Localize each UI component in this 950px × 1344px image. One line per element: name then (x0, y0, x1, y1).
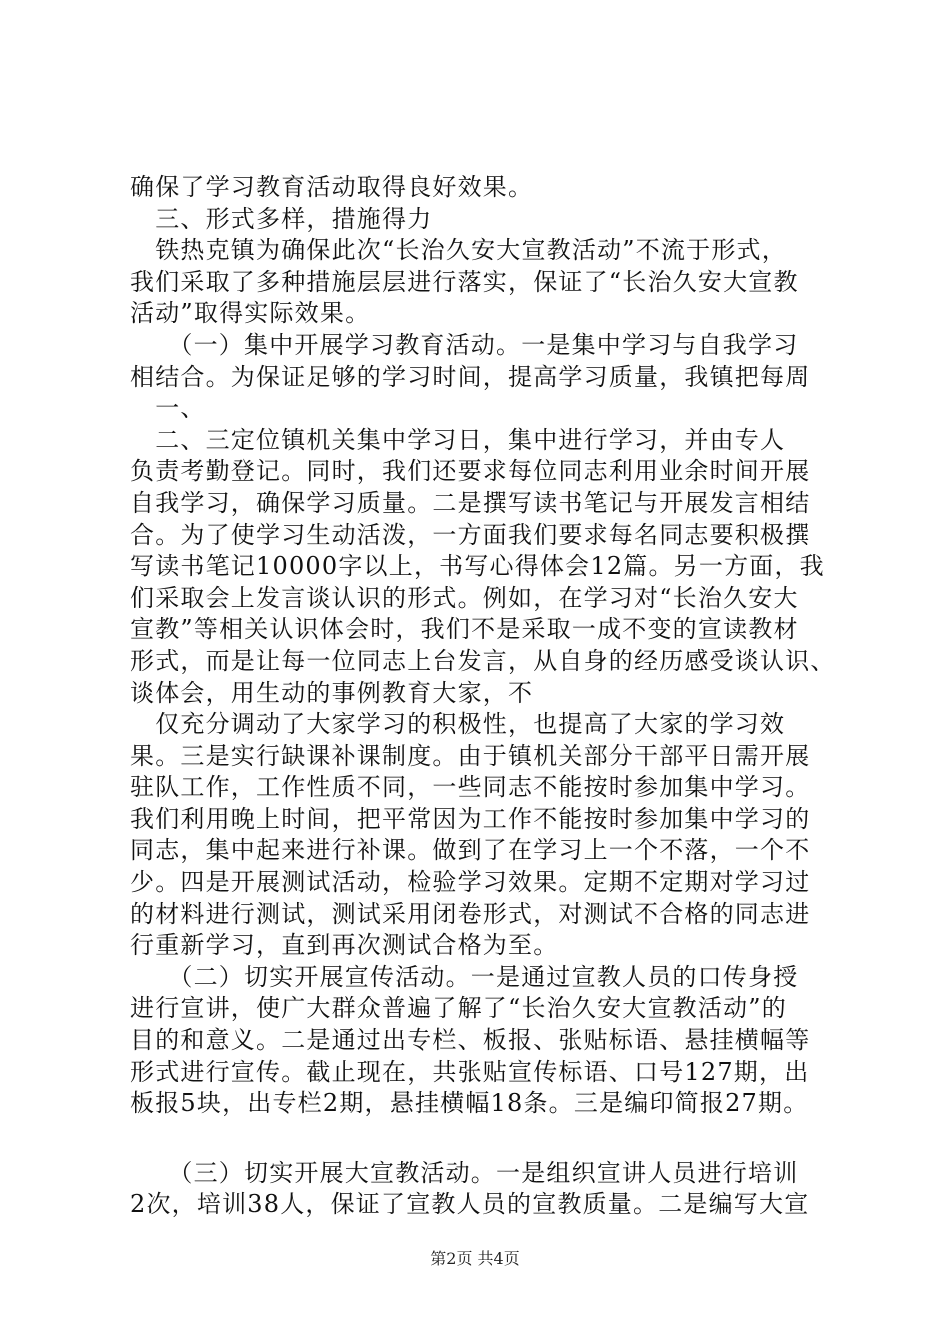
text-line: 相结合。为保证足够的学习时间，提高学习质量，我镇把每周 (130, 362, 811, 391)
text-line: 板报5块，出专栏2期，悬挂横幅18条。三是编印简报27期。 (130, 1089, 809, 1118)
text-line: 一、 (130, 394, 206, 423)
text-line: 自我学习，确保学习质量。二是撰写读书笔记与开展发言相结 (130, 488, 811, 517)
text-line: 谈体会，用生动的事例教育大家，不 (130, 678, 534, 707)
text-line: 确保了学习教育活动取得良好效果。 (130, 173, 534, 201)
page-footer: 第2页 共4页 (430, 1249, 520, 1268)
text-line: （一）集中开展学习教育活动。一是集中学习与自我学习 (130, 330, 799, 359)
text-line: 少。四是开展测试活动，检验学习效果。定期不定期对学习过 (130, 868, 811, 897)
text-line: 活动”取得实际效果。 (130, 299, 371, 328)
text-line: 铁热克镇为确保此次“长治久安大宣教活动”不流于形式， (130, 236, 787, 265)
text-line: （二）切实开展宣传活动。一是通过宣教人员的口传身授 (130, 962, 799, 991)
section-heading: 三、形式多样，措施得力 (130, 204, 433, 233)
text-line: 写读书笔记10000字以上，书写心得体会12篇。另一方面，我 (130, 552, 825, 581)
text-line: （三）切实开展大宣教活动。一是组织宣讲人员进行培训 (130, 1158, 799, 1187)
text-line: 我们采取了多种措施层层进行落实，保证了“长治久安大宣教 (130, 267, 799, 296)
paragraph-gap (130, 1120, 840, 1158)
text-line: 负责考勤登记。同时，我们还要求每位同志利用业余时间开展 (130, 457, 811, 486)
text-line: 我们利用晚上时间，把平常因为工作不能按时参加集中学习的 (130, 804, 811, 833)
text-line: 二、三定位镇机关集中学习日，集中进行学习，并由专人 (130, 425, 786, 454)
text-line: 目的和意义。二是通过出专栏、板报、张贴标语、悬挂横幅等 (130, 1026, 811, 1055)
text-line: 果。三是实行缺课补课制度。由于镇机关部分干部平日需开展 (130, 741, 811, 770)
text-line: 合。为了使学习生动活泼，一方面我们要求每名同志要积极撰 (130, 520, 811, 549)
text-line: 进行宣讲，使广大群众普遍了解了“长治久安大宣教活动”的 (130, 994, 787, 1023)
text-line: 的材料进行测试，测试采用闭卷形式，对测试不合格的同志进 (130, 899, 811, 928)
document-body (130, 172, 840, 1221)
text-line: 2次，培训38人，保证了宣教人员的宣教质量。二是编写大宣 (130, 1190, 810, 1219)
text-line: 们采取会上发言谈认识的形式。例如，在学习对“长治久安大 (130, 583, 799, 612)
text-line: 形式进行宣传。截止现在，共张贴宣传标语、口号127期，出 (130, 1057, 810, 1086)
text-line: 仅充分调动了大家学习的积极性，也提高了大家的学习效 (130, 710, 786, 739)
text-line: 行重新学习，直到再次测试合格为至。 (130, 931, 559, 960)
text-line: 同志，集中起来进行补课。做到了在学习上一个不落，一个不 (130, 836, 811, 865)
text-line: 形式，而是让每一位同志上台发言，从自身的经历感受谈认识、 (130, 646, 836, 675)
text-line: 宣教”等相关认识体会时，我们不是采取一成不变的宣读教材 (130, 615, 799, 644)
text-line: 驻队工作，工作性质不同，一些同志不能按时参加集中学习。 (130, 773, 811, 802)
